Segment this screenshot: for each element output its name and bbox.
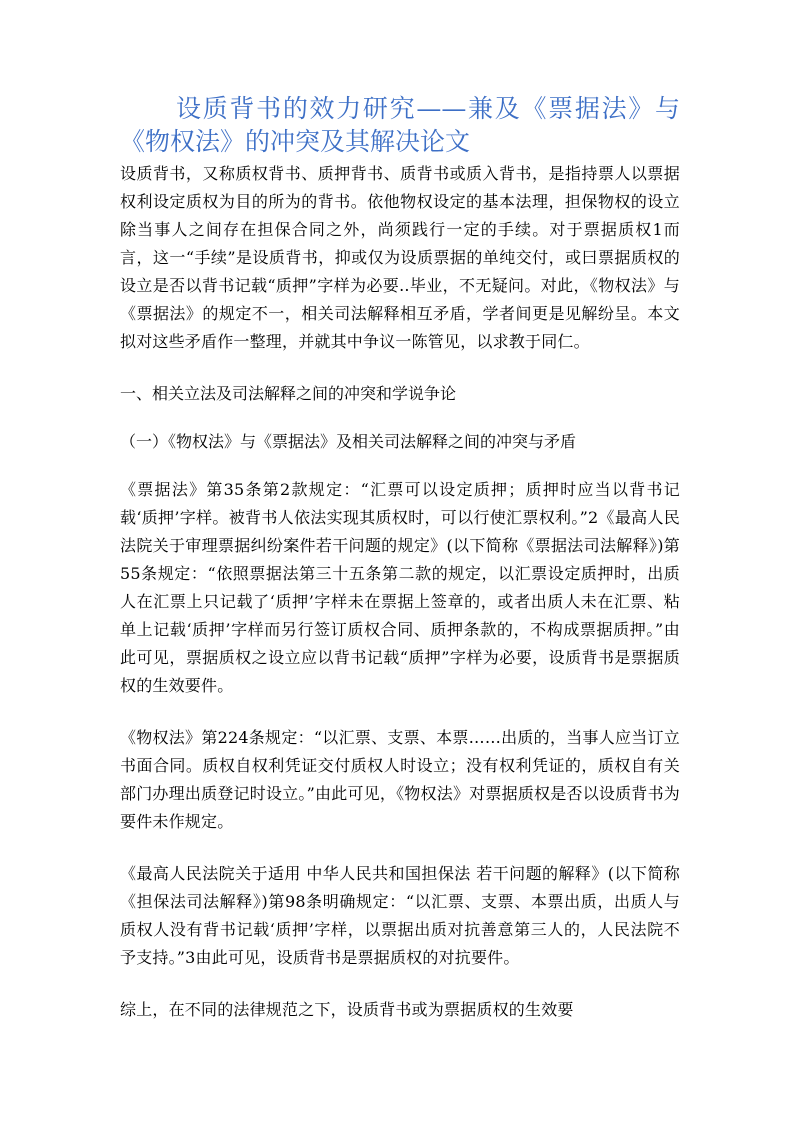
document-page: [120, 92, 680, 1048]
body-paragraph: 《物权法》第224条规定：“以汇票、支票、本票……出质的，当事人应当订立书面合同。质权自权利凭证交付质权人时设立；没有权利凭证的，质权自有关部门办理出质登记时设立。”由此可见，《物权法》对票据质权是否以设质背书为要件未作规定。: [120, 728, 680, 831]
section-heading: 一、相关立法及司法解释之间的冲突和学说争论: [120, 384, 457, 403]
intro-paragraph: 设质背书，又称质权背书、质押背书、质背书或质入背书，是指持票人以票据权利设定质权为目的所为的背书。依他物权设定的基本法理，担保物权的设立除当事人之间存在担保合同之外，尚须践行一定的手续。对于票据质权1而言，这一“手续”是设质背书，抑或仅为设质票据的单纯交付，或曰票据质权的设立是否以背书记载“质押”字样为必要..毕业，不无疑问。对此，《物权法》与《票据法》的规定不一，相关司法解释相互矛盾，学者间更是见解纷呈。本文拟对这些矛盾作一整理，并就其中争议一陈管见，以求教于同仁。: [120, 164, 680, 351]
subsection-heading: （一）《物权法》与《票据法》及相关司法解释之间的冲突与矛盾: [120, 432, 577, 451]
body-paragraph: 综上，在不同的法律规范之下，设质背书或为票据质权的生效要: [120, 1000, 574, 1019]
body-paragraph: 《最高人民法院关于适用 中华人民共和国担保法 若干问题的解释》(以下简称《担保法司法解释》)第98条明确规定：“以汇票、支票、本票出质，出质人与质权人没有背书记载‘质押’字样，以票据出质对抗善意第三人的，人民法院不予支持。”3由此可见，设质背书是票据质权的对抗要件。: [120, 864, 680, 967]
body-paragraph: 《票据法》第35条第2款规定：“汇票可以设定质押；质押时应当以背书记载‘质押’字样。被背书人依法实现其质权时，可以行使汇票权利。”2《最高人民法院关于审理票据纠纷案件若干问题的规定》(以下简称《票据法司法解释》)第55条规定：“依照票据法第三十五条第二款的规定，以汇票设定质押时，出质人在汇票上只记载了‘质押’字样未在票据上签章的，或者出质人未在汇票、粘单上记载‘质押’字样而另行签订质权合同、质押条款的，不构成票据质押。”由此可见，票据质权之设立应以背书记载“质押”字样为必要，设质背书是票据质权的生效要件。: [120, 480, 680, 695]
document-title: 设质背书的效力研究——兼及《票据法》与《物权法》的冲突及其解决论文: [120, 94, 680, 156]
